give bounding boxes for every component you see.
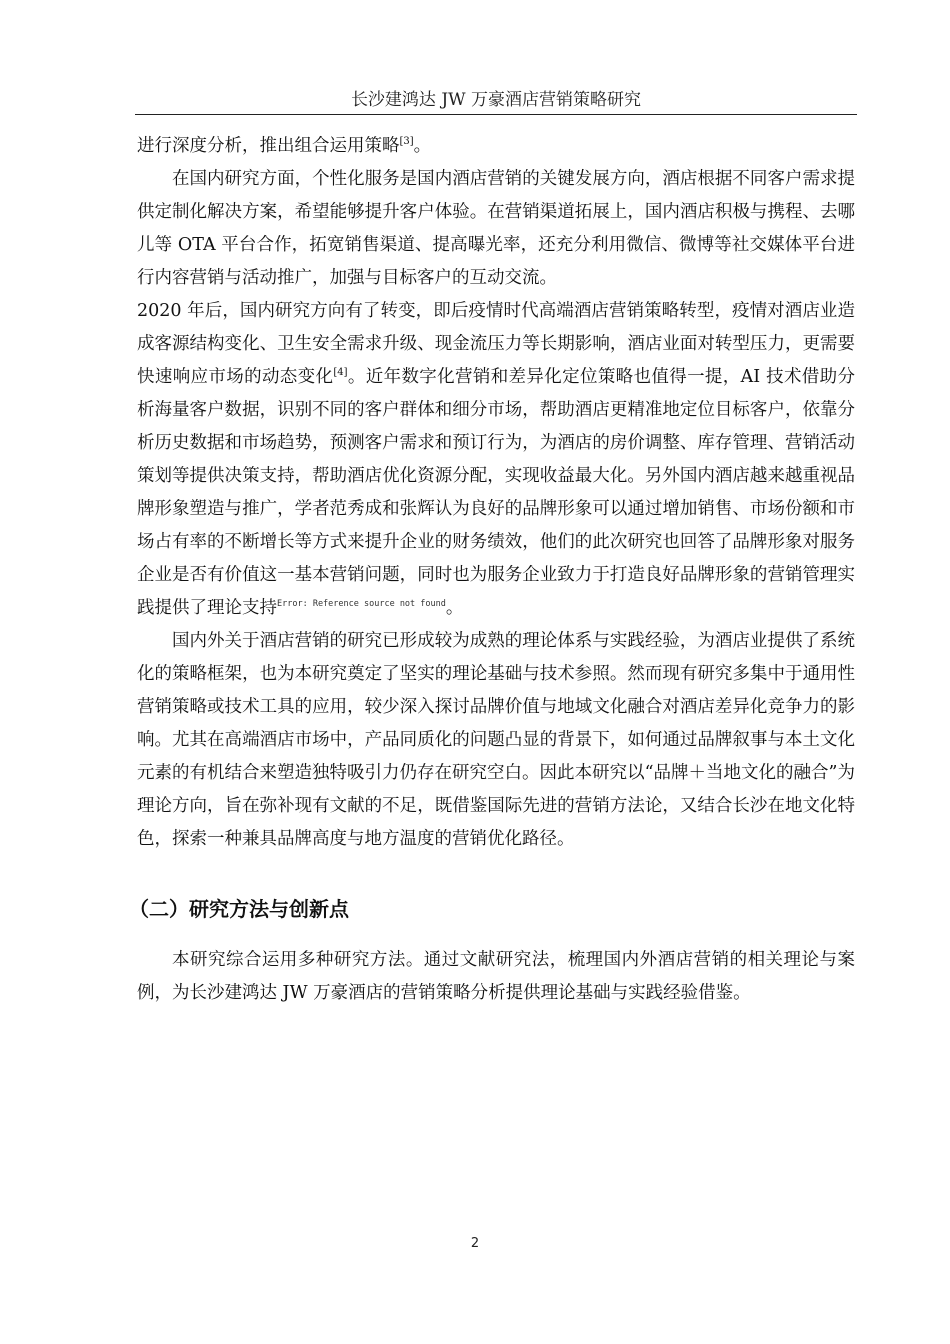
citation-marker: [3] (399, 136, 414, 148)
paragraph-continuation (137, 130, 855, 163)
paragraph-text: 国内外关于酒店营销的研究已形成较为成熟的理论体系与实践经验，为酒店业提供了系统化的策略框架，也为本研究奠定了坚实的理论基础与技术参照。然而现有研究多集中于通用性营销策略或技术工具的应用，较少深入探讨品牌价值与地域文化融合对酒店差异化竞争力的影响。尤其在高端酒店市场中，产品同质化的问题凸显的背景下，如何通过品牌叙事与本土文化元素的有机结合来塑造独特吸引力仍存在研究空白。因此本研究以“品牌＋当地文化的融合”为理论方向，旨在弥补现有文献的不足，既借鉴国际先进的营销方法论，又结合长沙在地文化特色，探索一种兼具品牌高度与地方温度的营销优化路径。 (137, 631, 855, 849)
paragraph-summary (137, 625, 855, 856)
paragraph-methods (137, 944, 855, 1010)
citation-marker: [4] (333, 367, 348, 379)
paragraph-post-2020 (137, 295, 855, 625)
paragraph-text: 。 (413, 136, 432, 156)
reference-error-marker: Error: Reference source not found (277, 599, 446, 610)
body-text (129, 130, 855, 1010)
paragraph-text: 2020 年后，国内研究方向有了转变，即后疫情时代高端酒店营销策略转型，疫情对酒店业造成客源结构变化、卫生安全需求升级、现金流压力等长期影响，酒店业面对转型压力，更需要快速响应市场的动态变化 (137, 301, 855, 387)
paragraph-text: 。 (445, 598, 464, 618)
paragraph-text: 在国内研究方面，个性化服务是国内酒店营销的关键发展方向，酒店根据不同客户需求提供定制化解决方案，希望能够提升客户体验。在营销渠道拓展上，国内酒店积极与携程、去哪儿等 OTA 平台合作，拓宽销售渠道、提高曝光率，还充分利用微信、微博等社交媒体平台进行内容营销与活动推广，加强与目标客户的互动交流。 (137, 169, 855, 288)
page-number: 2 (470, 1236, 480, 1251)
running-header: 长沙建鸿达 JW 万豪酒店营销策略研究 (135, 86, 857, 115)
paragraph-text: 进行深度分析，推出组合运用策略 (137, 136, 400, 156)
paragraph-domestic-research (137, 163, 855, 295)
paragraph-text: 本研究综合运用多种研究方法。通过文献研究法，梳理国内外酒店营销的相关理论与案例，为长沙建鸿达 JW 万豪酒店的营销策略分析提供理论基础与实践经验借鉴。 (137, 950, 855, 1003)
section-heading: （二）研究方法与创新点 (129, 897, 349, 921)
paragraph-text: 。近年数字化营销和差异化定位策略也值得一提，AI 技术借助分析海量客户数据，识别不同的客户群体和细分市场，帮助酒店更精准地定位目标客户，依靠分析历史数据和市场趋势，预测客户需求和预订行为，为酒店的房价调整、库存管理、营销活动策划等提供决策支持，帮助酒店优化资源分配，实现收益最大化。另外国内酒店越来越重视品牌形象塑造与推广，学者范秀成和张辉认为良好的品牌形象可以通过增加销售、市场份额和市场占有率的不断增长等方式来提升企业的财务绩效，他们的此次研究也回答了品牌形象对服务企业是否有价值这一基本营销问题，同时也为服务企业致力于打造良好品牌形象的营销管理实践提供了理论支持 (137, 367, 855, 618)
